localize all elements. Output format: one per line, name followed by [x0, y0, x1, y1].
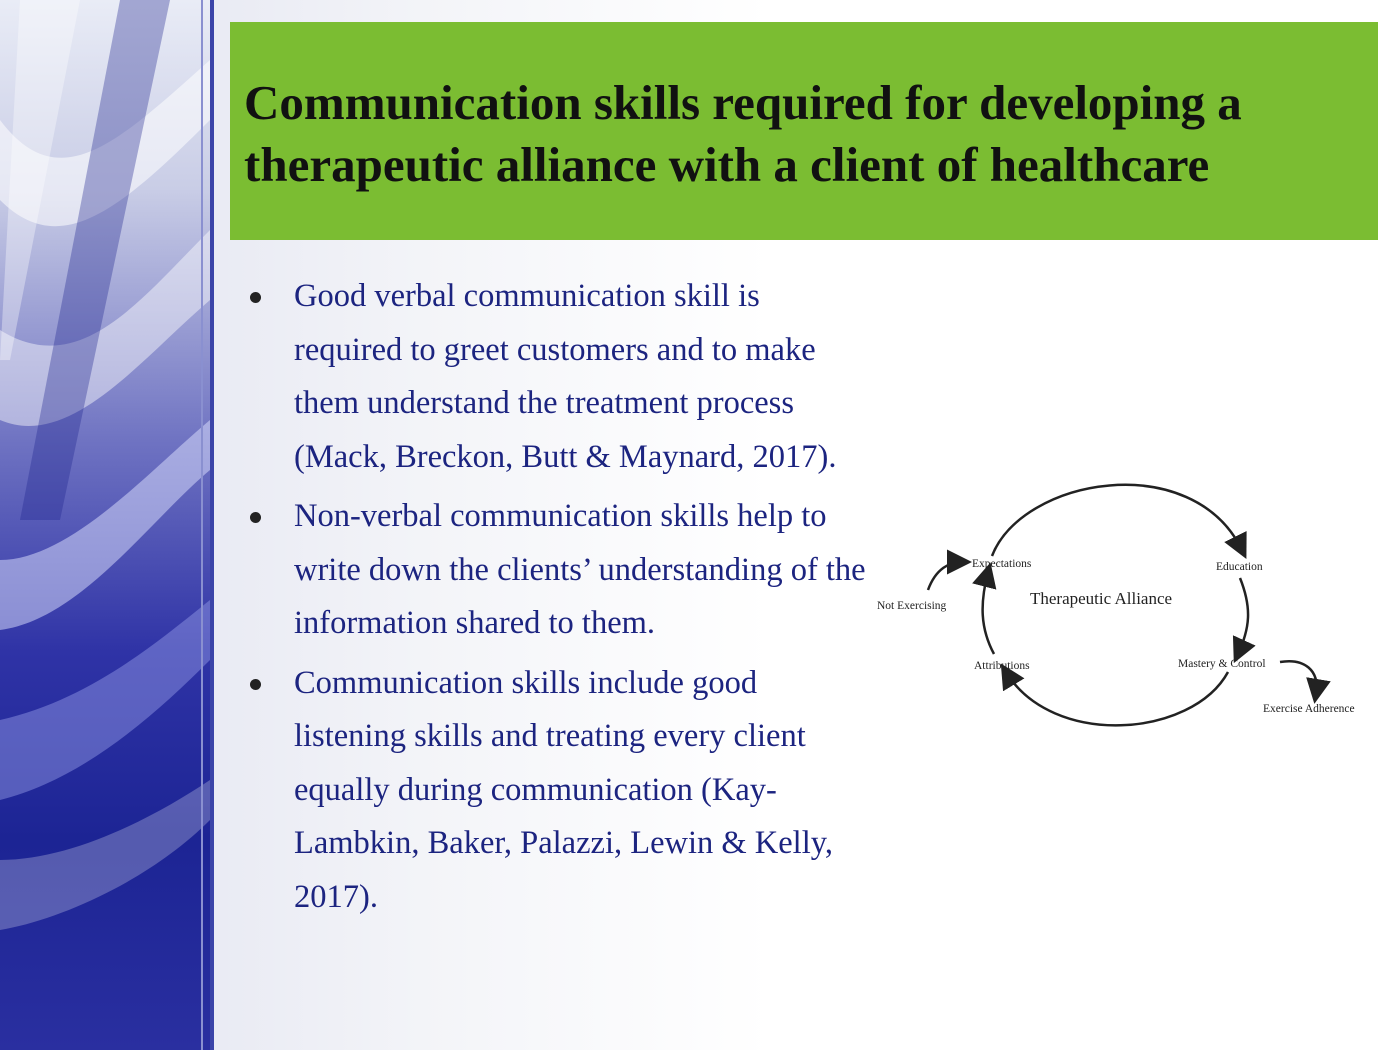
- diagram-center-label: Therapeutic Alliance: [1030, 589, 1173, 608]
- bullet-item: [244, 657, 874, 925]
- bullet-item: [244, 270, 874, 484]
- arc-right: [1238, 578, 1248, 654]
- abstract-swoosh-graphic: [0, 0, 210, 1050]
- bullet-text: Non-verbal communication skills help to write down the clients’ understanding of the information shared to them.: [294, 498, 866, 641]
- bullet-dot-icon: [250, 679, 261, 690]
- bullet-item: [244, 490, 874, 651]
- diagram-label-mastery-control: Mastery & Control: [1178, 658, 1266, 670]
- bullet-dot-icon: [250, 512, 261, 523]
- divider-line: [210, 0, 214, 1050]
- bullet-text: Good verbal communication skill is required to greet customers and to make them understand the treatment process (Mack, Breckon, Butt & Maynard, 2017).: [294, 278, 837, 475]
- arrow-not-exercising: [928, 562, 962, 590]
- decorative-side-art: [0, 0, 210, 1050]
- arc-bottom: [1006, 672, 1228, 725]
- arrow-exercise-adherence: [1280, 661, 1317, 694]
- arc-left: [983, 572, 994, 654]
- diagram-label-exercise-adherence: Exercise Adherence: [1263, 703, 1355, 715]
- arc-top: [992, 485, 1242, 556]
- diagram-label-expectations: Expectations: [972, 558, 1032, 570]
- title-banner: [230, 22, 1378, 240]
- diagram-label-education: Education: [1216, 561, 1263, 573]
- bullet-dot-icon: [250, 292, 261, 303]
- bullet-text: Communication skills include good listening skills and treating every client equally during communication (Kay-Lambkin, Baker, Palazzi, Lewin & Kelly, 2017).: [294, 664, 833, 915]
- diagram-label-attributions: Attributions: [974, 660, 1030, 672]
- therapeutic-alliance-diagram: [872, 458, 1372, 738]
- divider-line-thin: [201, 0, 203, 1050]
- bullet-list: [244, 270, 874, 930]
- diagram-label-not-exercising: Not Exercising: [877, 600, 947, 612]
- slide-title: Communication skills required for developing a therapeutic alliance with a client of healthcare: [244, 75, 1242, 192]
